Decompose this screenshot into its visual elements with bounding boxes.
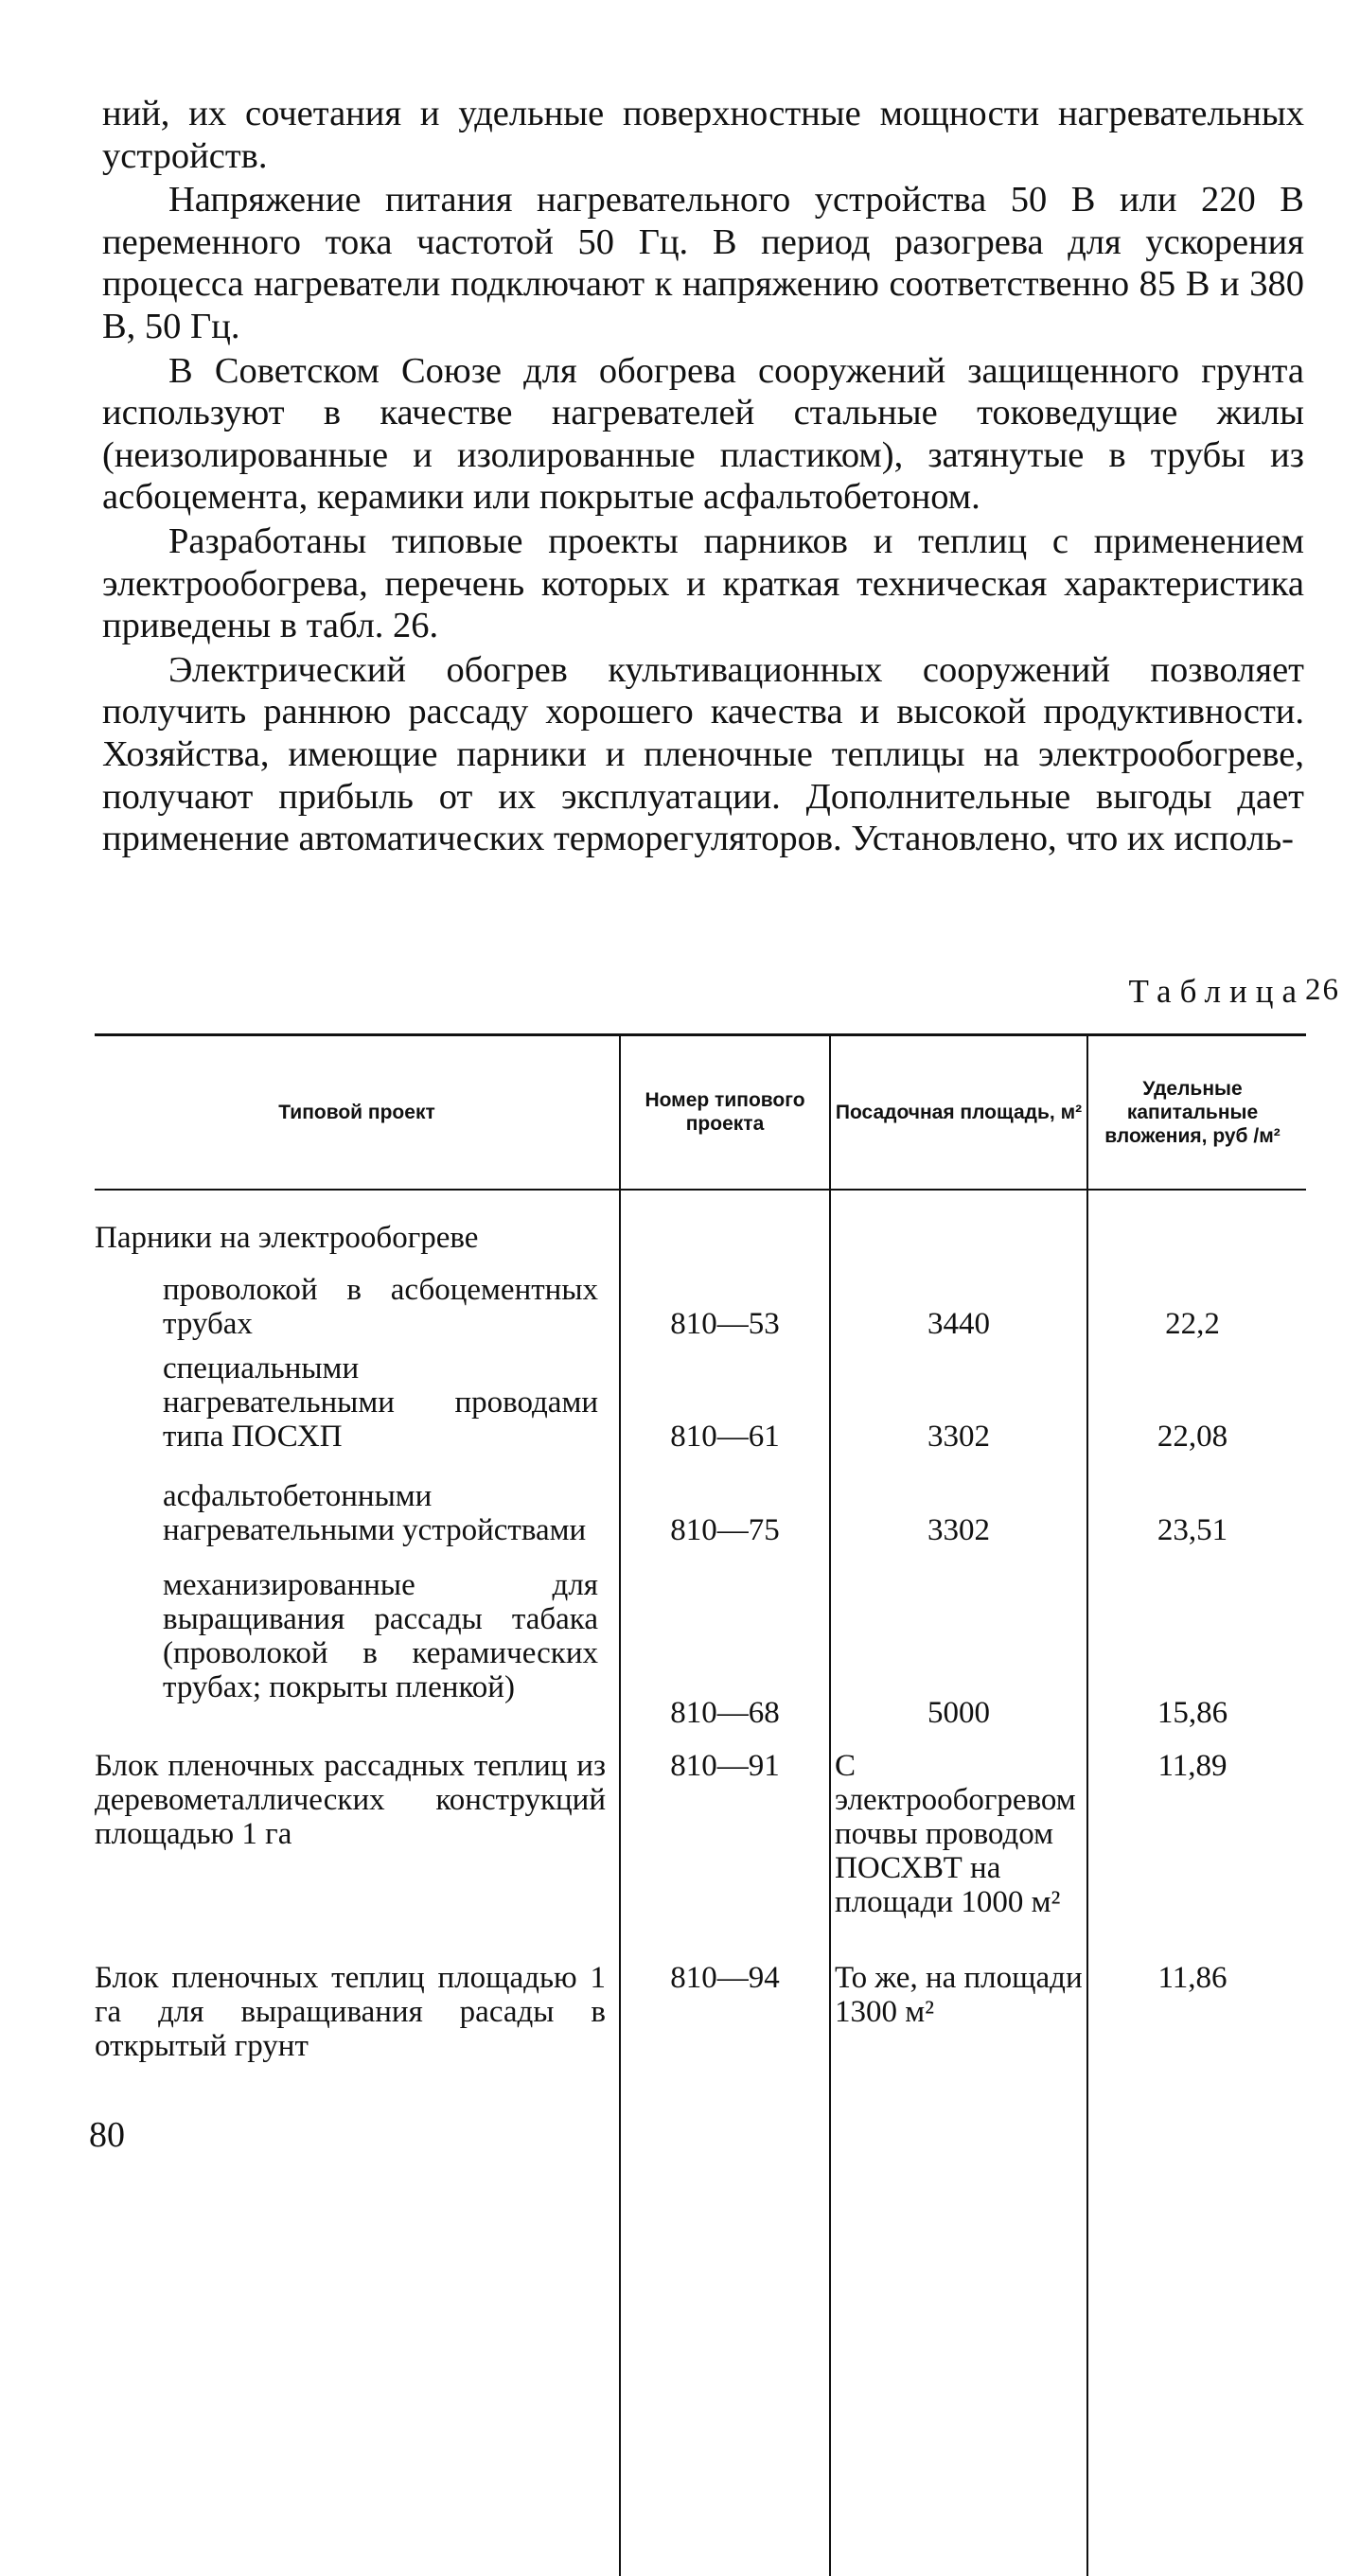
table-caption — [1128, 973, 1340, 1011]
table-row-number: 810—68 — [670, 1696, 780, 1730]
table-row-name: асфальтобетонными нагревательными устройствами — [163, 1479, 587, 1547]
table-row-cost: 15,86 — [1157, 1696, 1228, 1730]
table-row-number: 810—94 — [670, 1961, 780, 1995]
table-row-cost: 22,08 — [1157, 1420, 1228, 1454]
column-divider — [829, 1033, 831, 2576]
header-cost: Удельные капитальные вложения, руб /м² — [1104, 1077, 1281, 1147]
table-row-cost: 22,2 — [1165, 1307, 1220, 1341]
table-row-area: То же, на площади 1300 м² — [835, 1961, 1083, 2029]
table-row-area: С электрообогревом почвы проводом ПОСХВТ на площади 1000 м² — [835, 1749, 1076, 1919]
header-area: Посадочная площадь, м² — [835, 1101, 1083, 1123]
header-project: Типовой проект — [278, 1101, 435, 1123]
table-caption-number: 26 — [1305, 973, 1340, 1007]
page-number: 80 — [89, 2115, 125, 2155]
table-row-number: 810—91 — [670, 1749, 780, 1783]
table-row-name: Блок пленочных рассадных теплиц из деревометаллических конструкций площадью 1 га — [95, 1749, 606, 1851]
column-divider — [619, 1033, 621, 2576]
table-row-name: проволокой в асбоцементных трубах — [163, 1273, 598, 1341]
table-row-cost: 11,89 — [1157, 1749, 1228, 1783]
table-row-name: Блок пленочных теплиц площадью 1 га для выращивания расады в открытый грунт — [95, 1961, 606, 2063]
table-row-number: 810—75 — [670, 1513, 780, 1547]
table-row-name: механизированные для выращивания рассады табака (проволокой в керамических трубах; покрыты пленкой) — [163, 1568, 598, 1704]
paragraph-benefits: Электрический обогрев культивационных сооружений позволяет получить раннюю рассаду хорошего качества и высокой продуктивности. Хозяйства, имеющие парники и пленочные теплицы на электрообогреве, получают прибыль от их эксплуатации. Дополнительные выгоды дает применение автоматических терморегуляторов. Установлено, что их исполь- — [102, 649, 1304, 859]
table-row-area: 3440 — [927, 1307, 990, 1341]
table-top-rule — [95, 1033, 1306, 1036]
paragraph-projects: Разработаны типовые проекты парников и теплиц с применением электрообогрева, перечень которых и краткая техническая характеристика приведены в табл. 26. — [102, 520, 1304, 646]
table-caption-word: Таблица — [1128, 973, 1305, 1010]
paragraph-voltage: Напряжение питания нагревательного устройства 50 В или 220 В переменного тока частотой 50 Гц. В период разогрева для ускорения процесса нагреватели подключают к напряжению соответственно 85 В и 380 В, 50 Гц. — [102, 180, 1304, 346]
table-header-rule — [95, 1189, 1306, 1191]
header-number: Номер типового проекта — [645, 1089, 805, 1135]
table-row-name: специальными нагревательными проводами типа ПОСХП — [163, 1351, 598, 1454]
table-row-number: 810—53 — [670, 1307, 780, 1341]
table-row-area: 3302 — [927, 1420, 990, 1454]
table-row-number: 810—61 — [670, 1420, 780, 1454]
paragraph-heaters: В Советском Союзе для обогрева сооружений защищенного грунта используют в качестве нагревателей стальные токоведущие жилы (неизолированные и изолированные пластиком), затянутые в трубы из асбоцемента, керамики или покрытые асфальтобетоном. — [102, 350, 1304, 518]
table-row-area: 5000 — [927, 1696, 990, 1730]
table-row-cost: 11,86 — [1157, 1961, 1228, 1995]
table-row-area: 3302 — [927, 1513, 990, 1547]
paragraph-continued: ний, их сочетания и удельные поверхностные мощности нагревательных устройств. — [102, 94, 1304, 176]
body-text — [102, 93, 1304, 860]
table-row-cost: 23,51 — [1157, 1513, 1228, 1547]
table-group-title: Парники на электрообогреве — [95, 1221, 479, 1255]
column-divider — [1086, 1033, 1088, 2576]
